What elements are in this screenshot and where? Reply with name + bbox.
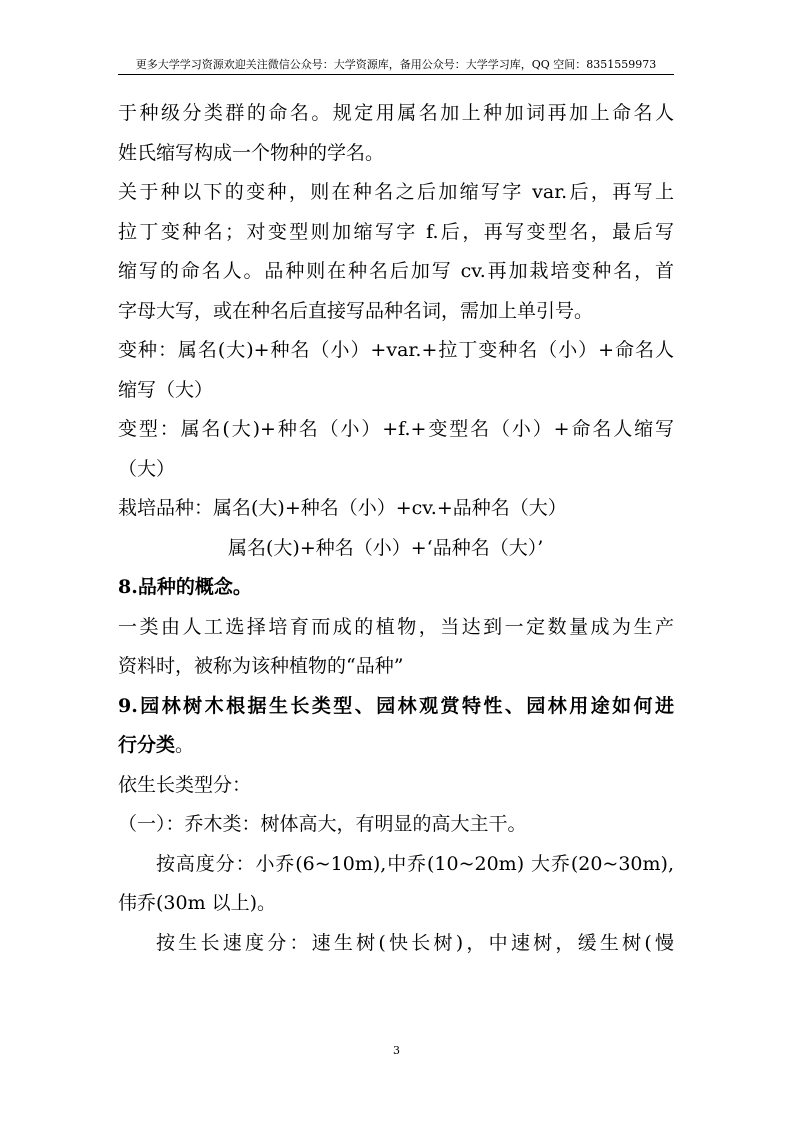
paragraph-line: 缩写（大） xyxy=(118,378,214,401)
paragraph-line: 变型：属名(大)+种名（小）+f.+变型名（小）+命名人缩写 xyxy=(118,418,674,440)
paragraph-line: 栽培品种：属名(大)+种名（小）+cv.+品种名（大） xyxy=(118,497,567,519)
paragraph-line: （一）：乔木类：树体高大，有明显的高大主干。 xyxy=(118,813,527,835)
page-number: 3 xyxy=(393,1044,400,1057)
paragraph-line: 姓氏缩写构成一个物种的学名。 xyxy=(118,141,385,164)
paragraph-line: 缩写的命名人。品种则在种名后加写 cv.再加栽培变种名，首 xyxy=(118,260,674,282)
paragraph-line: 关于种以下的变种，则在种名之后加缩写字 var.后，再写上 xyxy=(118,181,674,203)
paragraph-line: 变种：属名(大)+种名（小）+var.+拉丁变种名（小）+命名人 xyxy=(118,339,674,361)
heading-text: 行分类 xyxy=(118,734,176,756)
paragraph-line: 按高度分：小乔(6~10m),中乔(10~20m) 大乔(20~30m), xyxy=(156,852,674,875)
paragraph-line: 依生长类型分： xyxy=(118,773,252,796)
paragraph-line: 属名(大)+种名（小）+‘品种名（大）’ xyxy=(228,536,544,559)
paragraph-line: 于种级分类群的命名。规定用属名加上种加词再加上命名人 xyxy=(118,102,674,124)
paragraph-line: （大） xyxy=(118,457,176,480)
section-heading-8: 8.品种的概念。 xyxy=(118,576,252,598)
paragraph-line: 一类由人工选择培育而成的植物，当达到一定数量成为生产 xyxy=(118,615,674,638)
document-body xyxy=(118,94,674,963)
paragraph-line: 资料时，被称为该种植物的“品种” xyxy=(118,655,404,677)
paragraph-line: 拉丁变种名；对变型则加缩写字 f.后，再写变型名，最后写 xyxy=(118,220,674,243)
section-heading-9-continued xyxy=(118,726,674,766)
paragraph-line: 按生长速度分：速生树(快长树)，中速树，缓生树(慢 xyxy=(156,931,674,954)
paragraph-line: 字母大写，或在种名后直接写品种名词，需加上单引号。 xyxy=(118,299,594,322)
paragraph-line: 伟乔(30m 以上)。 xyxy=(118,892,277,914)
heading-period: 。 xyxy=(175,734,195,756)
section-heading-9: 9.园林树木根据生长类型、园林观赏特性、园林用途如何进 xyxy=(118,694,674,717)
page-header: 更多大学学习资源欢迎关注微信公众号：大学资源库，备用公众号：大学学习库，QQ 空间：8351559973 xyxy=(135,58,657,71)
header-rule xyxy=(118,74,674,75)
